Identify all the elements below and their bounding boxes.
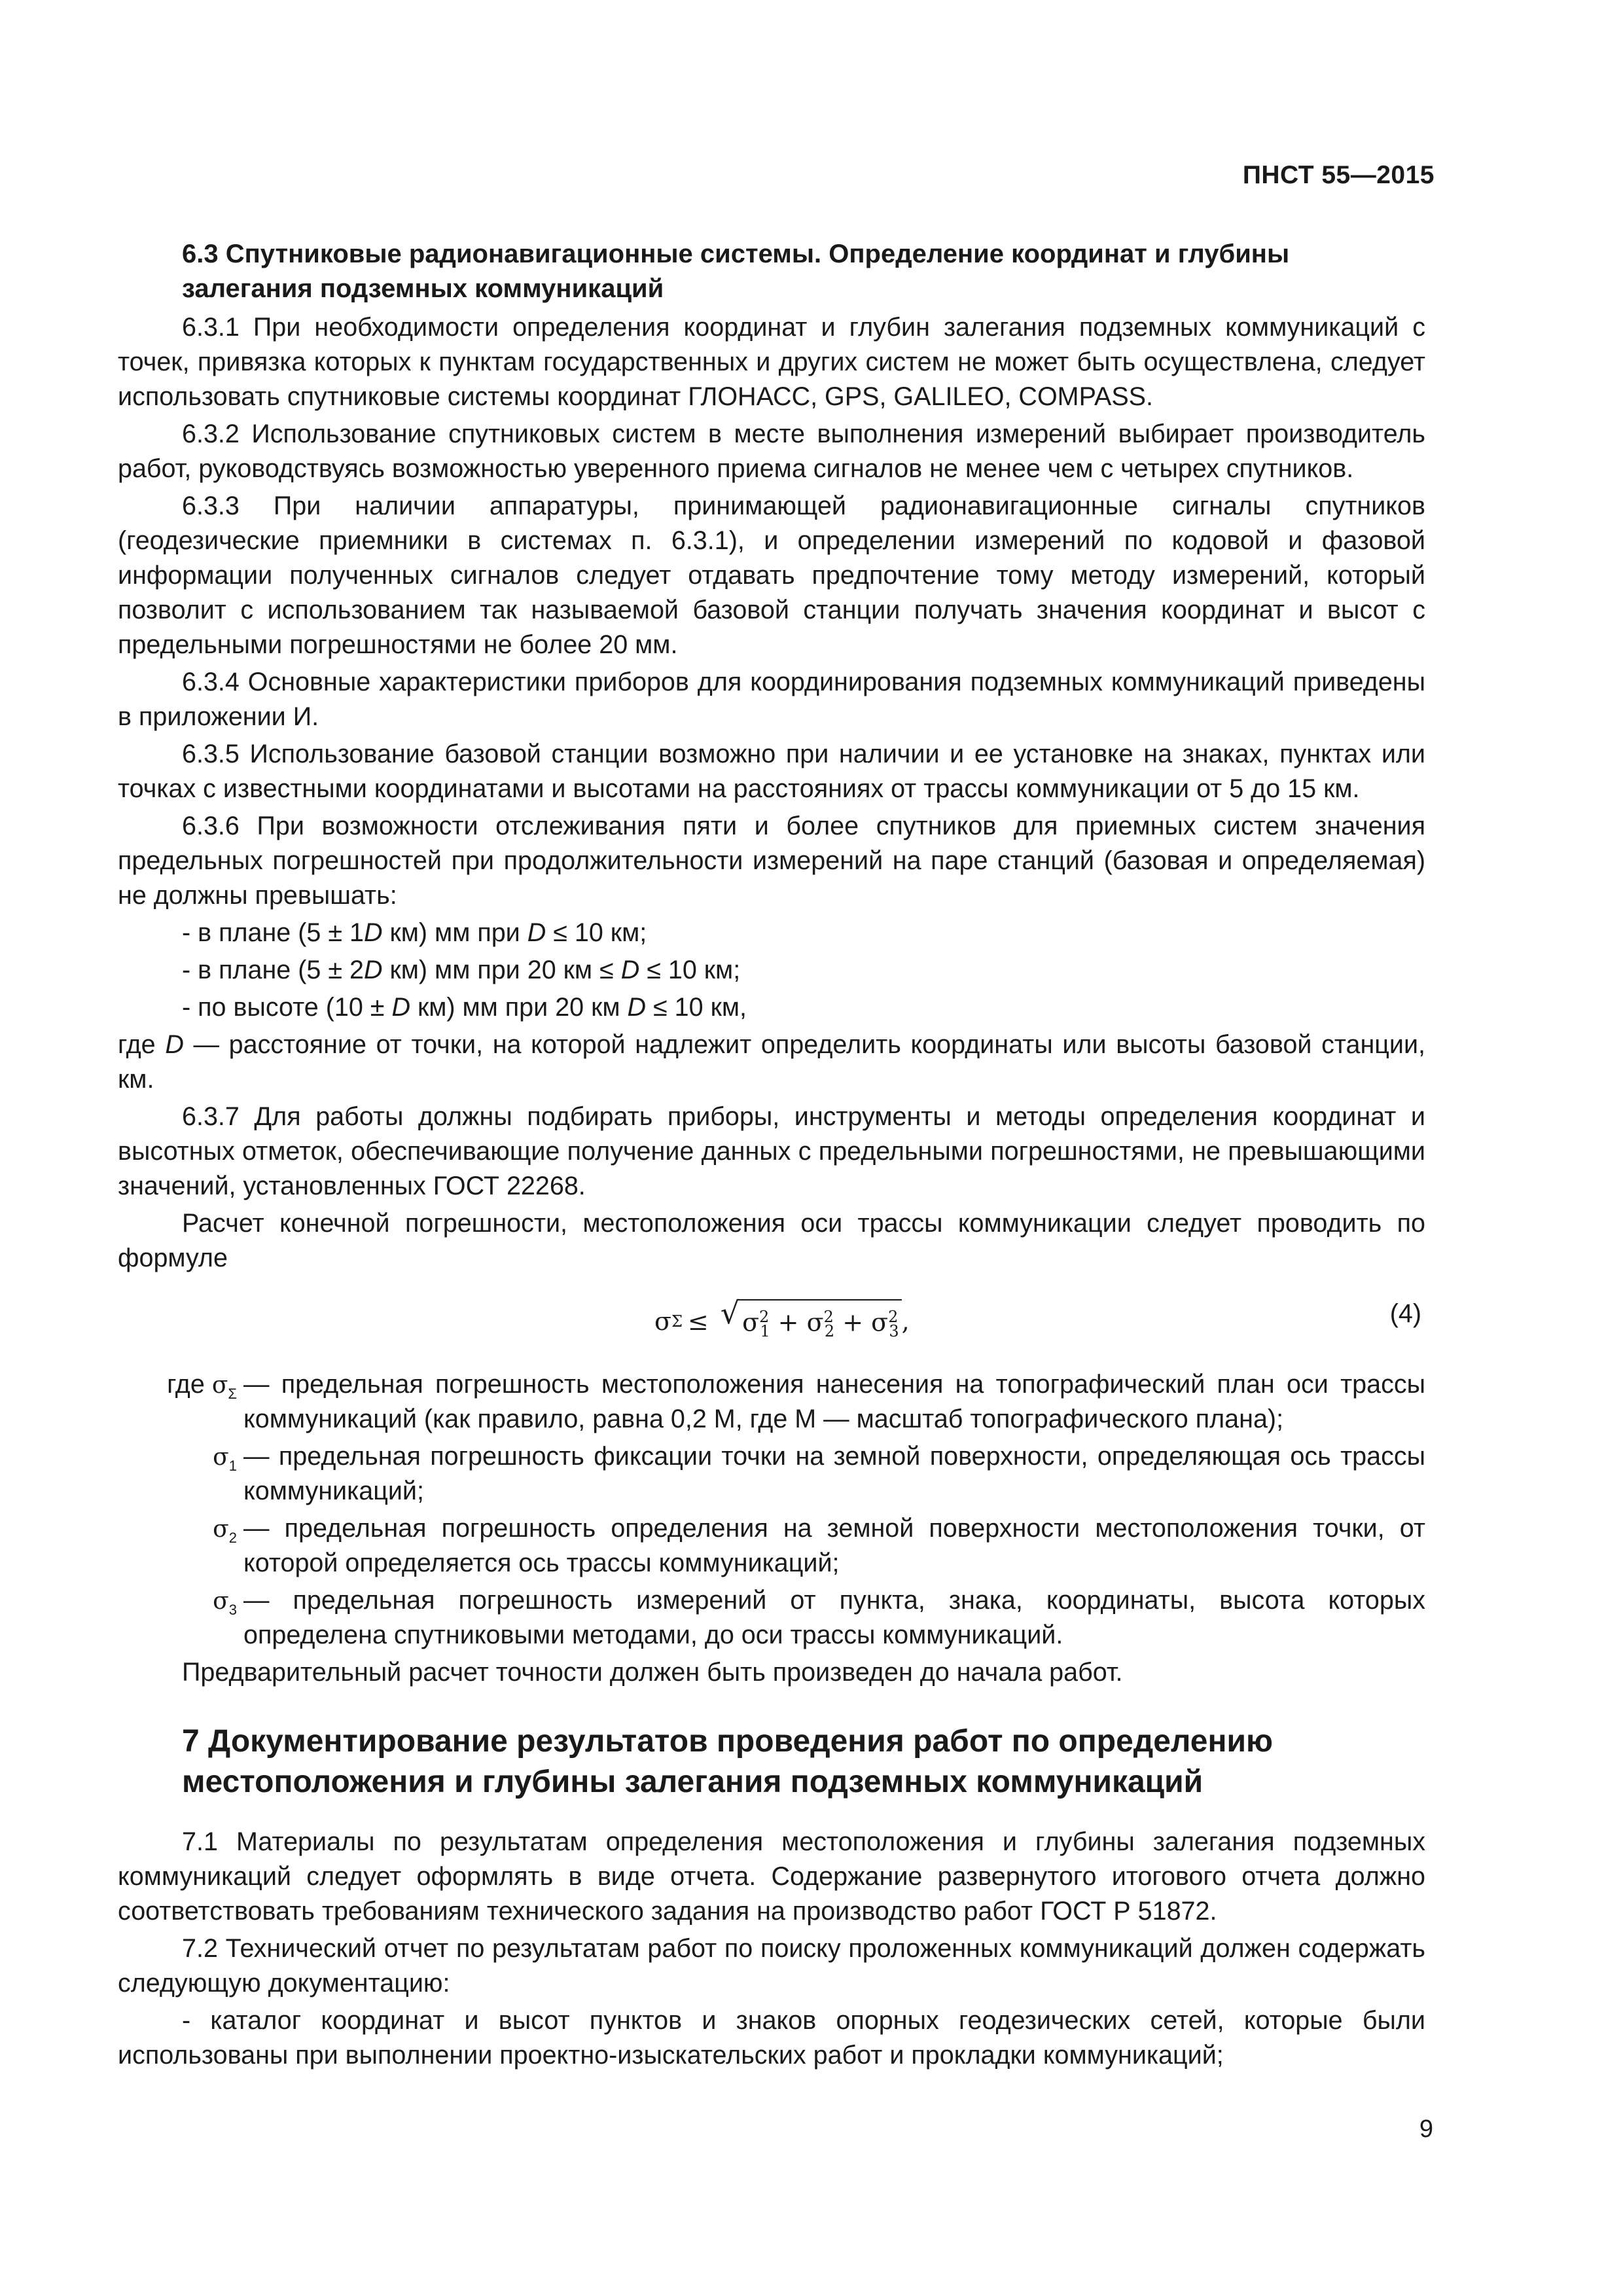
square-root: √ $\sigma^2_1 + \sigma^2_2 + \sigma^2_3$ bbox=[721, 1299, 902, 1344]
formula-number: (4) bbox=[1389, 1299, 1421, 1328]
paragraph-6-3-7: 6.3.7 Для работы должны подбирать приборы, инструменты и методы определения координат и высотных отметок, обеспечивающие получение данных с предельными погрешностями, не превышающими значений, установленных ГОСТ 22268. bbox=[118, 1102, 1425, 1200]
legend-row-sigma-2: $\sigma_2$ — предельная погрешность определения на земной поверхности местоположения точки, от которой определяется ось трассы коммуникаций; bbox=[213, 1514, 1425, 1577]
list-item-plan-2: - в плане (5 ± 2D км) мм при 20 км ≤ D ≤ 10 км; bbox=[182, 956, 741, 984]
list-item-catalog: - каталог координат и высот пунктов и знаков опорных геодезических сетей, которые были использованы при выполнении проектно-изыскательских работ и прокладки коммуникаций; bbox=[118, 2006, 1425, 2070]
page-number: 9 bbox=[1419, 2115, 1433, 2143]
paragraph-6-3-2: 6.3.2 Использование спутниковых систем в месте выполнения измерений выбирает производитель работ, руководствуясь возможностью уверенного приема сигналов не менее чем с четырех спутников. bbox=[118, 420, 1425, 483]
paragraph-6-3-3: 6.3.3 При наличии аппаратуры, принимающей радионавигационные сигналы спутников (геодезические приемники в системах п. 6.3.1), и определении измерений по кодовой и фазовой информации полученных сигналов следует отдавать предпочтение тому методу измерений, который позволит с использованием так называемой базовой станции получать значения координат и высот с предельными погрешностями не более 20 мм. bbox=[118, 492, 1425, 659]
document-code: ПНСТ 55—2015 bbox=[1242, 161, 1435, 189]
paragraph-6-3-6: 6.3.6 При возможности отслеживания пяти и более спутников для приемных систем значения предельных погрешностей при продолжительности измерений на паре станций (базовая и определяемая) не должны превышать: bbox=[118, 812, 1425, 910]
paragraph-7-2: 7.2 Технический отчет по результатам работ по поиску проложенных коммуникаций должен содержать следующую документацию: bbox=[118, 1934, 1425, 1998]
formula-legend bbox=[118, 1367, 1425, 1653]
formula-expression: σ Σ ≤ √ $\sigma^2_1 + \sigma^2_2 + \sigma^2_3$ , bbox=[654, 1299, 910, 1344]
section-7-heading: 7 Документирование результатов проведения работ по определению местоположения и глубины залегания подземных коммуникаций bbox=[182, 1724, 1273, 1799]
paragraph-7-1: 7.1 Материалы по результатам определения местоположения и глубины залегания подземных коммуникаций следует оформлять в виде отчета. Содержание развернутого итогового отчета должно соответствовать требованиям технического задания на производство работ ГОСТ Р 51872. bbox=[118, 1827, 1425, 1926]
paragraph-6-3-5: 6.3.5 Использование базовой станции возможно при наличии и ее установке на знаках, пунктах или точках с известными координатами и высотами на расстояниях от трассы коммуникации от 5 до 15 км. bbox=[118, 740, 1425, 803]
paragraph-preliminary-calc: Предварительный расчет точности должен быть произведен до начала работ. bbox=[182, 1658, 1123, 1687]
paragraph-6-3-4: 6.3.4 Основные характеристики приборов для координирования подземных коммуникаций приведены в приложении И. bbox=[118, 668, 1425, 731]
paragraph-formula-intro: Расчет конечной погрешности, местоположения оси трассы коммуникации следует проводить по формуле bbox=[118, 1209, 1425, 1272]
section-6-3-heading: 6.3 Спутниковые радионавигационные системы. Определение координат и глубины залегания подземных коммуникаций bbox=[182, 240, 1290, 303]
paragraph-6-3-1: 6.3.1 При необходимости определения координат и глубин залегания подземных коммуникаций с точек, привязка которых к пунктам государственных и других систем не может быть осуществлена, следует использовать спутниковые системы координат ГЛОНАСС, GPS, GALILEO, COMPASS. bbox=[118, 313, 1425, 411]
legend-row-sigma-1: $\sigma_1$ — предельная погрешность фиксации точки на земной поверхности, определяющая ось трассы коммуникаций; bbox=[213, 1442, 1425, 1505]
list-item-plan-1: - в плане (5 ± 1D км) мм при D ≤ 10 км; bbox=[182, 918, 647, 947]
legend-row-sigma-3: $\sigma_3$ — предельная погрешность измерений от пункта, знака, координаты, высота которых определена спутниковыми методами, до оси трассы коммуникаций. bbox=[213, 1586, 1425, 1649]
formula-4 bbox=[118, 1297, 1425, 1342]
radical-sign-icon: √ bbox=[720, 1295, 740, 1331]
page-content bbox=[118, 237, 1425, 2075]
paragraph-d-definition: где D — расстояние от точки, на которой надлежит определить координаты или высоты базовой станции, км. bbox=[118, 1030, 1426, 1094]
legend-row-sigma-sum: где $\sigma_\Sigma$ — предельная погрешность местоположения нанесения на топографический план оси трассы коммуникаций (как правило, равна 0,2 М, где М — масштаб топографического плана); bbox=[167, 1370, 1425, 1433]
list-item-height: - по высоте (10 ± D км) мм при 20 км D ≤ 10 км, bbox=[182, 993, 747, 1022]
